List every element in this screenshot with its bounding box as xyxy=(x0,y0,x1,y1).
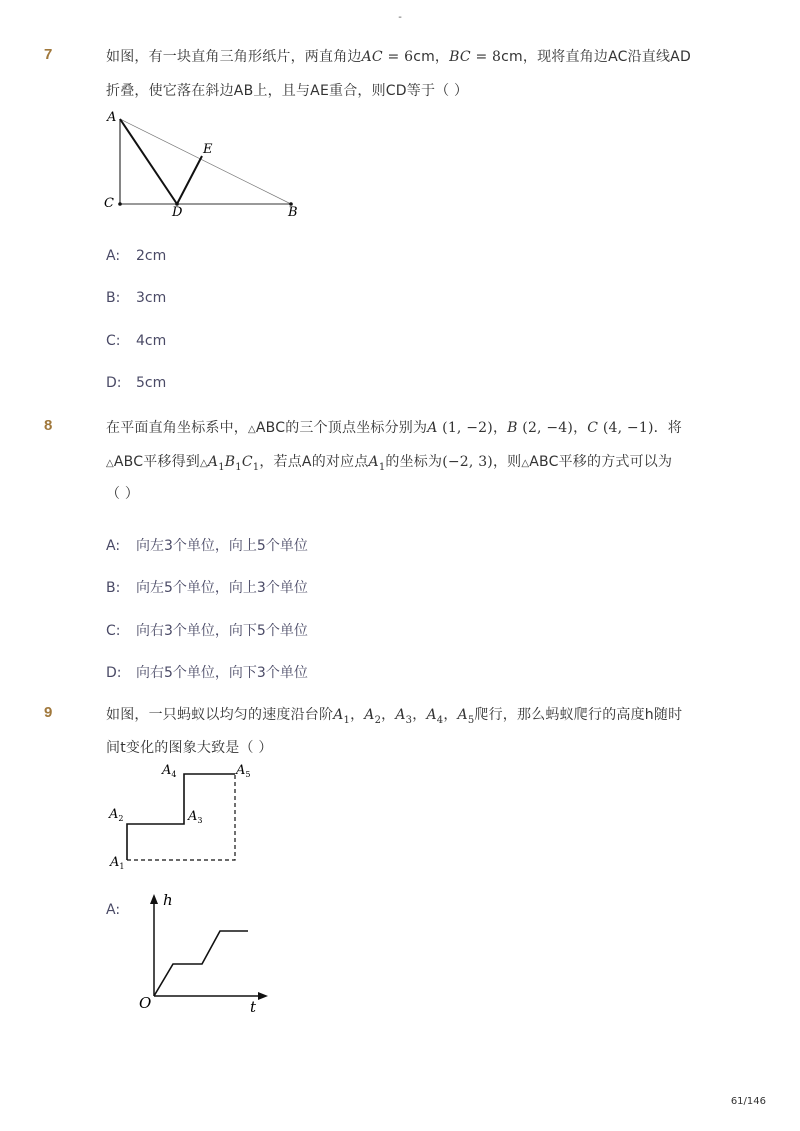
q8-text: 在平面直角坐标系中， xyxy=(106,420,248,436)
q7-option-b[interactable] xyxy=(106,290,166,306)
question-7-line-2: 折叠，使它落在斜边AB上，且与AE重合，则CD等于（ ） xyxy=(106,83,469,99)
q7-line-de xyxy=(177,156,202,204)
q9-math: A xyxy=(333,707,344,723)
q8-point-b: B xyxy=(507,420,518,436)
q8-coord-c: (4, −1) xyxy=(598,420,654,436)
triangle-symbol: △ xyxy=(521,458,530,469)
triangle-symbol: △ xyxy=(248,424,256,435)
q9-math: A xyxy=(457,707,468,723)
q8-text: ．将 xyxy=(653,420,683,436)
q9-sep: ， xyxy=(412,707,427,723)
q8-math: C xyxy=(241,454,253,470)
q8-option-c[interactable] xyxy=(106,620,308,640)
option-label: B: xyxy=(106,290,121,306)
q9-sep: ， xyxy=(350,707,365,723)
q9-option-a-graph xyxy=(130,888,280,1018)
q8-text: ， xyxy=(492,420,508,436)
q8-sub: 1 xyxy=(218,461,225,473)
q7-label-b: B xyxy=(288,205,298,220)
q7-option-d[interactable] xyxy=(106,375,166,391)
q7-option-a[interactable] xyxy=(106,248,166,264)
q7-text: cm，现将直角边AC沿直线AD xyxy=(501,49,691,65)
q7-point-c xyxy=(118,202,122,206)
q8-coord-a1: (−2, 3) xyxy=(442,454,493,470)
h-axis-label: h xyxy=(163,891,173,909)
origin-label: O xyxy=(139,994,152,1012)
q9-label-a4: $A_4$ xyxy=(162,763,177,779)
option-text: 2cm xyxy=(136,248,167,264)
q8-coord-b: (2, −4) xyxy=(517,420,574,436)
q9-math: A xyxy=(364,707,375,723)
question-8-number: 8 xyxy=(44,417,53,434)
page-number: 61/146 xyxy=(730,1096,766,1107)
q8-point-c: C xyxy=(587,420,599,436)
q9-sub: 2 xyxy=(374,714,382,726)
q9-text: 爬行，那么蚂蚁爬行的高度h随时 xyxy=(474,707,683,723)
option-text: 5cm xyxy=(136,375,167,391)
q7-text: 如图，有一块直角三角形纸片，两直角边 xyxy=(106,49,362,65)
option-text: 向右3个单位，向下5个单位 xyxy=(136,623,308,639)
triangle-symbol: △ xyxy=(106,458,114,469)
q7-text: cm， xyxy=(413,49,450,65)
q8-text: ，若点A的对应点 xyxy=(259,454,369,470)
q9-sub: 3 xyxy=(405,714,413,726)
q7-line-ad xyxy=(120,119,177,204)
q8-math: A xyxy=(368,454,379,470)
q7-option-c[interactable] xyxy=(106,333,166,349)
q8-text: ABC平移的方式可以为 xyxy=(529,454,673,470)
q8-text: ABC平移得到 xyxy=(113,454,201,470)
q8-math: A xyxy=(207,454,219,470)
h-axis-arrow-icon xyxy=(150,894,158,904)
question-8-line-1 xyxy=(106,417,682,437)
q9-label-a5: $A_5$ xyxy=(236,763,251,779)
question-9-line-1 xyxy=(106,704,682,726)
q8-option-a[interactable] xyxy=(106,535,308,555)
option-label: A: xyxy=(106,538,121,554)
q9-text: 如图，一只蚂蚁以均匀的速度沿台阶 xyxy=(106,707,334,723)
q7-label-c: C xyxy=(104,196,114,211)
option-label: A: xyxy=(106,248,121,264)
q8-point-a: A xyxy=(427,420,438,436)
question-8-line-2 xyxy=(106,451,672,473)
option-label: C: xyxy=(106,333,121,349)
q9-math: A xyxy=(395,707,406,723)
q9-sub: 4 xyxy=(436,714,444,726)
q9-math: A xyxy=(426,707,437,723)
t-axis-label: t xyxy=(250,998,257,1016)
option-text: 向右5个单位，向下3个单位 xyxy=(136,665,308,681)
q7-math-ac: AC xyxy=(361,49,383,65)
q9-label-a3: $A_3$ xyxy=(188,809,203,825)
q9-stairs-path xyxy=(127,774,235,860)
q8-sub: 1 xyxy=(252,461,260,473)
t-axis-arrow-icon xyxy=(258,992,268,1000)
question-8-line-3: （ ） xyxy=(106,486,140,502)
question-7-number: 7 xyxy=(44,46,53,63)
q7-math-8: = 8 xyxy=(470,49,502,65)
option-label: A: xyxy=(106,902,121,918)
q9-label-a1: $A_1$ xyxy=(110,855,125,871)
q8-text: ，则 xyxy=(492,454,522,470)
graph-line xyxy=(154,931,248,996)
question-9-number: 9 xyxy=(44,704,53,721)
option-label: D: xyxy=(106,375,122,391)
q9-sep: ， xyxy=(443,707,458,723)
option-text: 4cm xyxy=(136,333,167,349)
q8-option-d[interactable] xyxy=(106,662,308,682)
option-text: 向左3个单位，向上5个单位 xyxy=(136,538,308,554)
q8-text: 的坐标为 xyxy=(385,454,443,470)
q9-stairs-figure xyxy=(100,758,270,878)
option-label: C: xyxy=(106,623,121,639)
q8-option-b[interactable] xyxy=(106,577,308,597)
q7-label-a: A xyxy=(107,110,117,125)
q9-sub: 5 xyxy=(467,714,475,726)
question-7-line-1 xyxy=(106,46,691,66)
q8-text: ， xyxy=(573,420,588,436)
q9-sep: ， xyxy=(381,707,396,723)
q7-label-e: E xyxy=(203,142,213,157)
q7-line-ab xyxy=(120,119,291,204)
question-9-line-2: 间t变化的图象大致是（ ） xyxy=(106,740,273,756)
q8-math: B xyxy=(224,454,236,470)
option-label: B: xyxy=(106,580,121,596)
q7-math-bc: BC xyxy=(449,49,471,65)
q9-sub: 1 xyxy=(343,714,351,726)
q9-dashed-base xyxy=(127,774,235,860)
q8-coord-a: (1, −2) xyxy=(437,420,493,436)
q7-triangle-figure xyxy=(100,108,310,223)
q9-label-a2: $A_2$ xyxy=(109,807,124,823)
top-mark: - xyxy=(398,12,402,23)
option-text: 向左5个单位，向上3个单位 xyxy=(136,580,308,596)
q7-label-d: D xyxy=(172,205,183,220)
q8-sub: 1 xyxy=(378,461,386,473)
option-text: 3cm xyxy=(136,290,167,306)
q8-sub: 1 xyxy=(235,461,242,473)
option-label: D: xyxy=(106,665,122,681)
triangle-symbol: △ xyxy=(200,458,208,469)
q8-text: ABC的三个顶点坐标分别为 xyxy=(255,420,428,436)
q7-math-6: = 6 xyxy=(382,49,414,65)
